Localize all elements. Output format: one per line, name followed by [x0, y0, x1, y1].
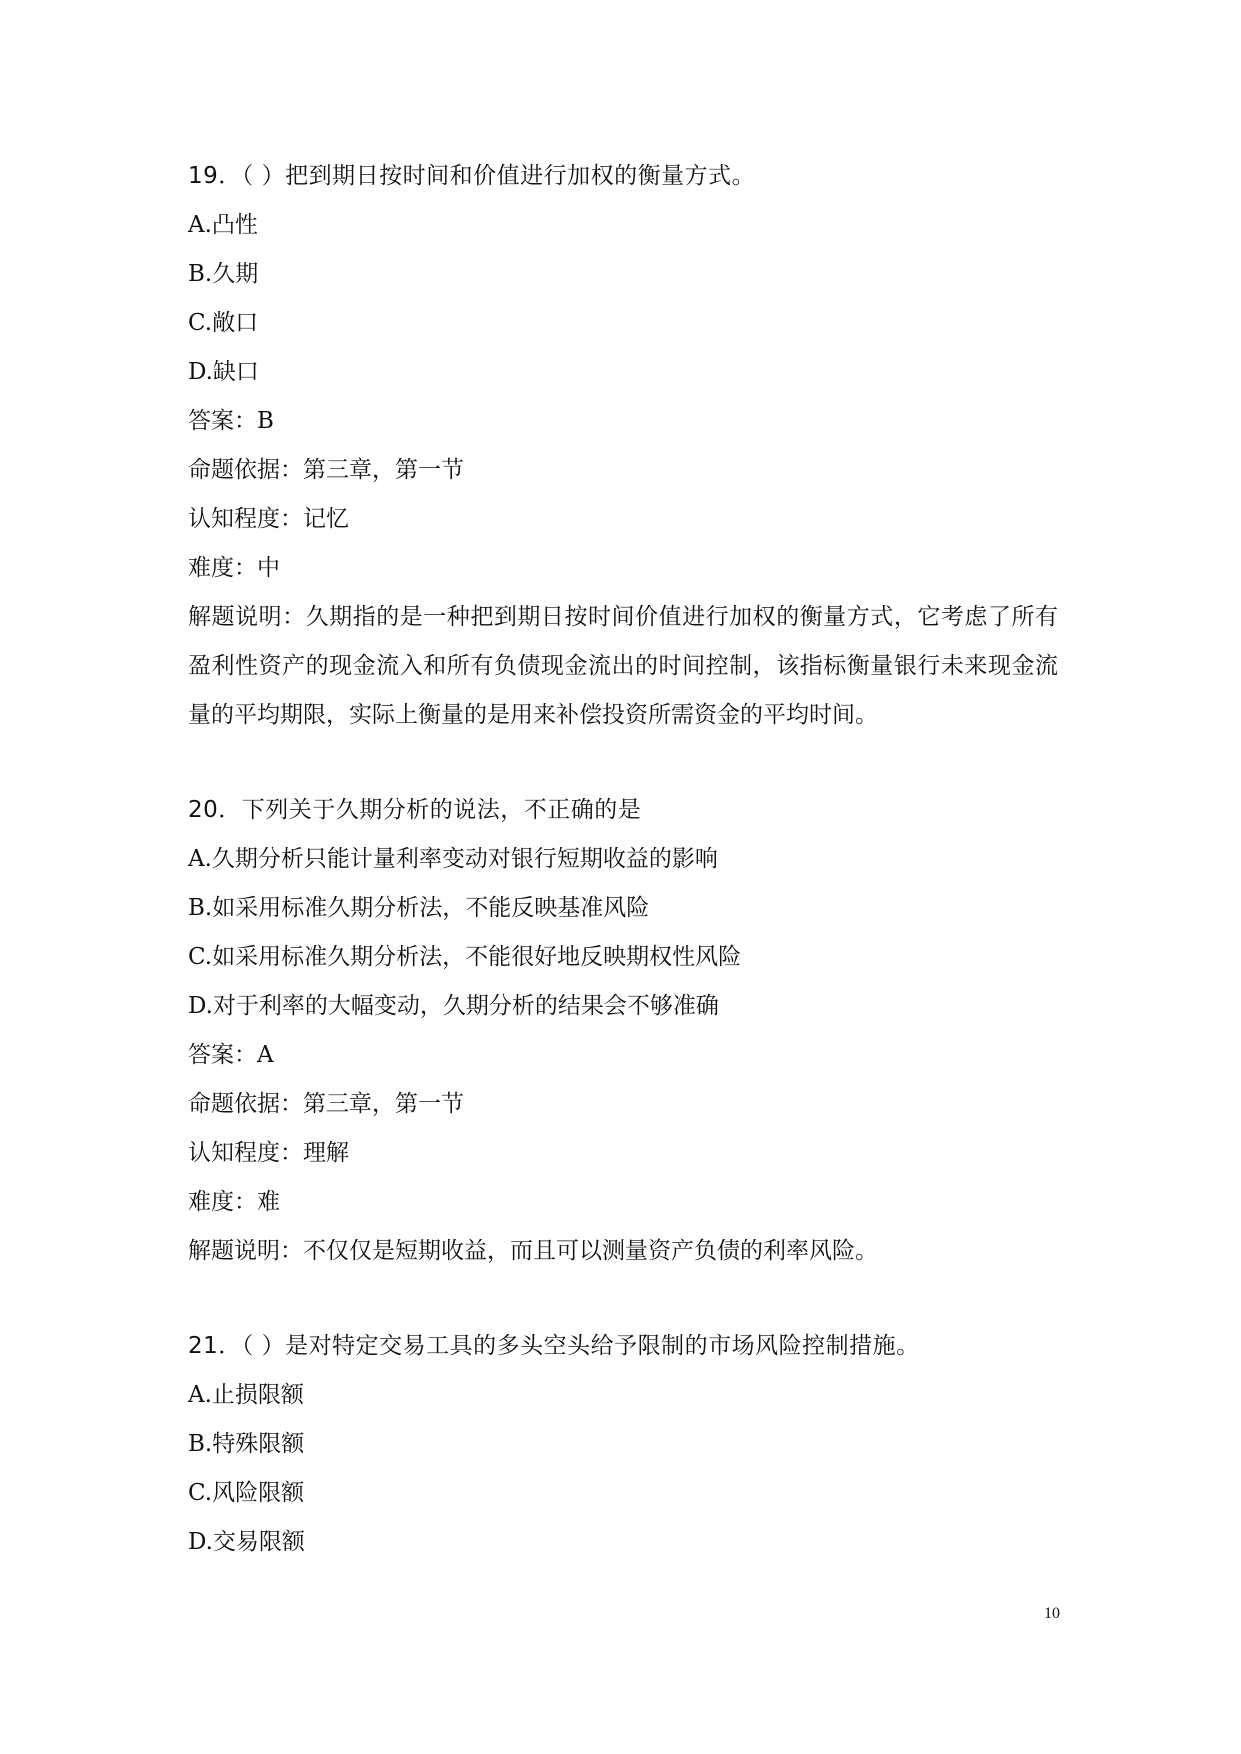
question-stem: 20．下列关于久期分析的说法，不正确的是 — [188, 797, 642, 823]
option-b: B.如采用标准久期分析法，不能反映基准风险 — [188, 895, 650, 921]
difficulty: 难度：中 — [188, 555, 280, 581]
option-a: A.久期分析只能计量利率变动对银行短期收益的影响 — [188, 846, 718, 872]
question-21 — [188, 1322, 1058, 1567]
option-c: C.风险限额 — [188, 1480, 305, 1506]
option-d: D.对于利率的大幅变动，久期分析的结果会不够准确 — [188, 993, 719, 1019]
option-c: C.敞口 — [188, 310, 259, 336]
cognition-level: 认知程度：理解 — [188, 1140, 349, 1166]
basis: 命题依据：第三章，第一节 — [188, 457, 464, 483]
option-c: C.如采用标准久期分析法，不能很好地反映期权性风险 — [188, 944, 742, 970]
option-a: A.凸性 — [188, 212, 258, 238]
question-stem: 19．（ ）把到期日按时间和价值进行加权的衡量方式。 — [188, 163, 756, 189]
question-20 — [188, 786, 1058, 1276]
difficulty: 难度：难 — [188, 1189, 280, 1215]
answer: 答案：B — [188, 408, 274, 434]
explanation: 解题说明：不仅仅是短期收益，而且可以测量资产负债的利率风险。 — [188, 1238, 878, 1264]
option-b: B.特殊限额 — [188, 1431, 305, 1457]
option-d: D.缺口 — [188, 359, 259, 385]
explanation: 解题说明：久期指的是一种把到期日按时间价值进行加权的衡量方式，它考虑了所有盈利性资产的现金流入和所有负债现金流出的时间控制，该指标衡量银行未来现金流量的平均期限，实际上衡量的是用来补偿投资所需资金的平均时间。 — [188, 604, 1058, 728]
question-stem: 21．（ ）是对特定交易工具的多头空头给予限制的市场风险控制措施。 — [188, 1333, 920, 1359]
cognition-level: 认知程度：记忆 — [188, 506, 349, 532]
question-19 — [188, 152, 1058, 740]
page-number: 10 — [1044, 1605, 1060, 1622]
answer: 答案：A — [188, 1042, 274, 1068]
option-a: A.止损限额 — [188, 1382, 304, 1408]
basis: 命题依据：第三章，第一节 — [188, 1091, 464, 1117]
page-content — [188, 152, 1058, 1567]
option-b: B.久期 — [188, 261, 259, 287]
option-d: D.交易限额 — [188, 1529, 305, 1555]
